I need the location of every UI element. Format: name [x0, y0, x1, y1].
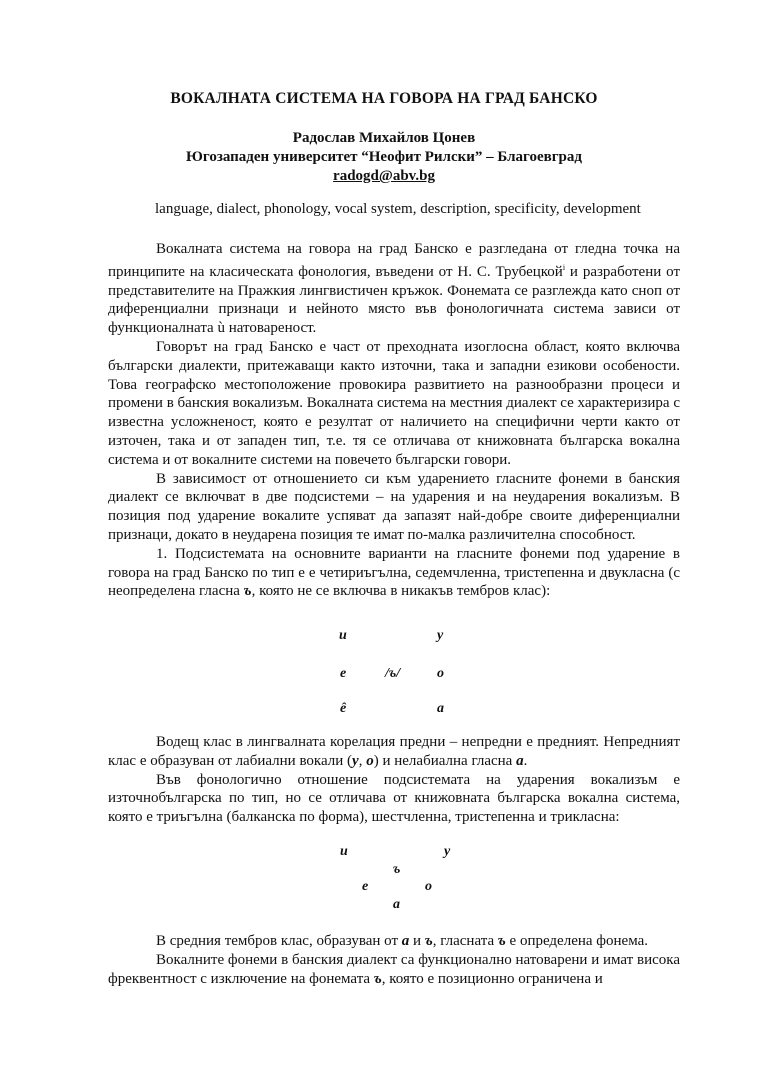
- body-block-3: [108, 932, 680, 988]
- paragraph-2: Говорът на град Банско е част от преходната изоглосна област, която включва български диалекти, притежаващи както източни, така и западни езикови особености. Това географско местоположение провокира развитието на разнообразни процеси и промени в банския вокализъм. Вокалната система на местния диалект се характеризира с известна усложненост, която е резултат от наличието на специфични черти както от източен, така и от западен тип, т.е. тя се отличава от книжовната българска вокална система и от вокалните системи на повечето български говори.: [108, 338, 680, 468]
- author-email[interactable]: [0, 168, 768, 185]
- footnote-marker[interactable]: i: [562, 262, 566, 272]
- paragraph-3: В зависимост от отношението си към ударението гласните фонеми в банския диалект се включват в две подсистеми – на ударения и на неударения вокализъм. В позиция под ударение вокалите успяват да запазят най-добре своите диференциални признаци, докато в неударена позиция те имат по-малка различителна способност.: [108, 470, 680, 543]
- email-link[interactable]: radogd@abv.bg: [333, 168, 435, 184]
- vowel-u: у: [437, 628, 444, 643]
- paper-title: ВОКАЛНАТА СИСТЕМА НА ГОВОРА НА ГРАД БАНСКО: [170, 90, 598, 107]
- vowel-u: у: [444, 844, 451, 859]
- paragraph-1: Вокалната система на говора на град Банско е разгледана от гледна точка на принципите на класическата фонология, въведени от Н. С. Трубецкой$^i$ и разработени от представителите на Пражкия лингвистичен кръжок. Фонемата се разглежда като сноп от диференциални признаци и нейното място във фонологичната система зависи от функционалната ù натовареност.: [108, 241, 681, 337]
- paragraph-7: В средния тембров клас, образуван от а и ъ, гласната ъ е определена фонема.: [156, 933, 648, 949]
- author-name: Радослав Михайлов Цонев: [292, 130, 476, 146]
- paragraph-5: Водещ клас в лингвалната корелация предни – непредни е предният. Непредният клас е образуван от лабиални вокали (у, о) и нелабиална гласна а.: [108, 734, 680, 769]
- paragraph-8: Вокалните фонеми в банския диалект са функционално натоварени и имат висока фреквентност с изключение на фонемата ъ, която е позиционно ограничена и: [108, 951, 680, 987]
- keywords: language, dialect, phonology, vocal system, description, specificity, development: [155, 201, 641, 217]
- paragraph-4: 1. Подсистемата на основните варианти на гласните фонеми под ударение в говора на град Банско по тип е е четириъгълна, седемчленна, тристепенна и двукласна (с неопределена гласна ъ, която не се включва в никакъв тембров клас):: [108, 545, 680, 600]
- vowel-i: и: [339, 628, 347, 643]
- body-block-2: [108, 733, 680, 827]
- vowel-e: е: [340, 666, 347, 681]
- body-block-1: [108, 240, 680, 601]
- vowel-a: а: [393, 897, 400, 912]
- vowel-o: о: [425, 879, 432, 894]
- author-affiliation: Югозападен университет “Неофит Рилски” – Благоевград: [186, 149, 582, 165]
- vowel-a: а: [437, 701, 444, 716]
- vowel-o: о: [437, 666, 444, 681]
- vowel-schwa: ъ: [393, 862, 401, 877]
- paragraph-6: Във фонологично отношение подсистемата на ударения вокализъм е източнобългарска по тип, но се отличава от книжовната българска вокална система, която е триъгълна (балканска по форма), шестчленна, тристепенна и трикласна:: [108, 771, 680, 826]
- vowel-e: е: [362, 879, 369, 894]
- vowel-schwa: /ъ/: [385, 666, 401, 681]
- vowel-i: и: [340, 844, 348, 859]
- vowel-ea: ê: [340, 701, 347, 716]
